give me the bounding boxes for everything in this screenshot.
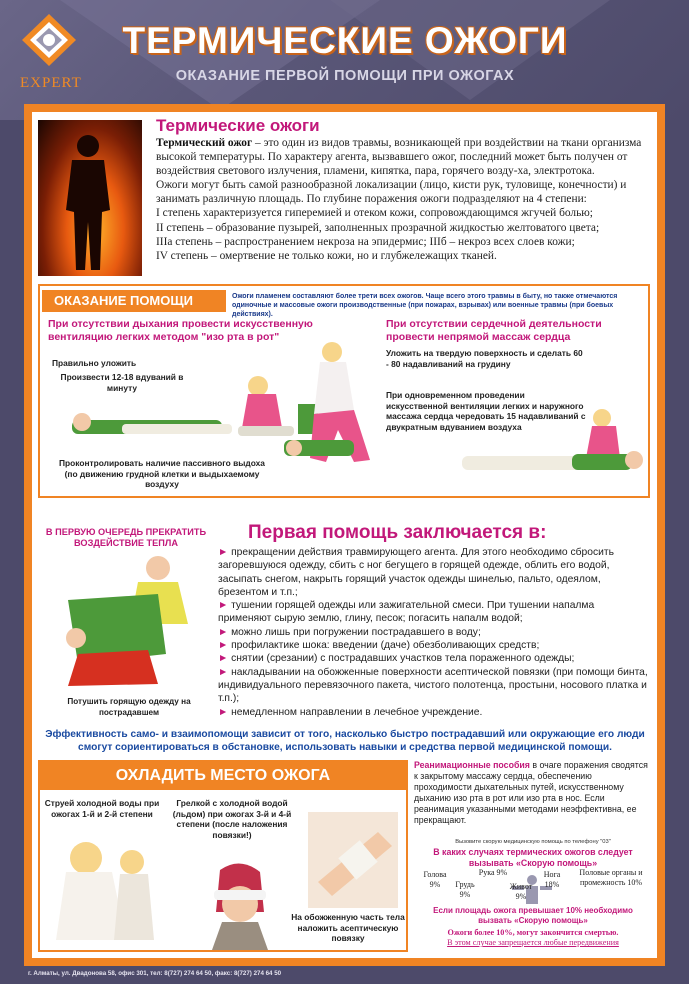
body-head-label: Голова 9% (423, 870, 447, 889)
first-aid-list (218, 546, 650, 719)
massage-step-2: При одновременном проведении искусственной вентиляции легких и наружного массажа сердца чередовать 15 надавливаний с двукратным вдуванием воздуха (386, 390, 586, 432)
stop-heat-label: В ПЕРВУЮ ОЧЕРЕДЬ ПРЕКРАТИТЬ ВОЗДЕЙСТВИЕ ТЕПЛА (45, 527, 207, 548)
burning-person-image (38, 120, 142, 276)
page-title: ТЕРМИЧЕСКИЕ ОЖОГИ (122, 20, 568, 61)
page-subtitle: ОКАЗАНИЕ ПЕРВОЙ ПОМОЩИ ПРИ ОЖОГАХ (175, 68, 515, 84)
help-tag: ОКАЗАНИЕ ПОМОЩИ (42, 290, 226, 312)
area-warning: Если площадь ожога превышает 10% необходимо вызвать «Скорую помощь» (433, 906, 633, 925)
ventilation-step-2: Произвести 12-18 вдуваний в минуту (60, 372, 184, 393)
chest-compression-illustration (452, 408, 652, 480)
person-silhouette-icon (58, 130, 118, 270)
body-belly-label: Живот 9% (509, 882, 533, 901)
first-aid-item: ► накладывании на обожженные поверхности асептической повязки (при помощи бинта, индивидуального перевязочного пакета, чистого полотенца, простыни, носового платка и т.п.); (218, 666, 648, 705)
footer-address: г. Алматы, ул. Двадонова 58, офис 301, тел: 8(727) 274 64 50, факс: 8(727) 274 64 50 (28, 970, 282, 977)
bandage-text: На обожженную часть тела наложить асептическую повязку (291, 912, 405, 943)
body-chest-label: Грудь 9% (455, 880, 475, 899)
body-leg-label: Нога 18% (543, 870, 561, 889)
cool-water-text: Струей холодной воды при ожогах 1-й и 2-й степени (44, 798, 160, 819)
poster-content (32, 112, 657, 958)
burns-definition: – это один из видов травмы, возникающей при воздействии на ткани организма высокой температуры. По характеру агента, вызвавшего ожог, последний может быть получен от воздействия светового излучения, пламени, кипятка, пара, горячего возду-ха, электротока. (156, 137, 642, 178)
first-aid-title: Первая помощь заключается в: (248, 522, 547, 543)
burns-localization: Ожоги могут быть самой разнообразной локализации (лицо, кисти рук, туловище, конечности) и занимать различную площадь. По глубине поражения ожоги подразделяют на 4 степени: (156, 179, 627, 206)
burns-degree-2: II степень – образование пузырей, заполненных прозрачной жидкостью желтоватого цвета; (156, 221, 600, 234)
first-aid-item: ► тушении горящей одежды или зажигательной смеси. При тушении напалма применяют сырую землю, глину, песок; погасить напалм водой; (218, 600, 595, 625)
ventilation-step-3: Проконтролировать наличие пассивного выдоха (по движению грудной клетки и выдыхаемому воздуху (59, 458, 265, 489)
burns-degree-1: I степень характеризуется гиперемией и отеком кожи, сопровождающимся жгучей болью; (156, 207, 593, 220)
resuscitation-text (414, 760, 652, 827)
final-warning-2: В этом случае запрещается любые передвижения (447, 938, 619, 948)
cpr-illustration (284, 340, 404, 476)
resuscitation-body: в очаге поражения сводятся к закрытому массажу сердца, обеспечению проходимости дыхательных путей, искусственному дыханию изо рта в рот или изо рта в нос. Если реанимация указанными методами неэффективна, ее прекращают. (414, 760, 648, 826)
extinguish-caption: Потушить горящую одежду на пострадавшем (67, 697, 191, 717)
first-aid-item: ► немедленном направлении в лечебное учреждение. (218, 706, 483, 718)
ventilation-title: При отсутствии дыхания провести искусственную вентиляцию легких методом "изо рта в рот" (48, 318, 313, 343)
final-warning-1: Ожоги более 10%, могут закончится смертью. (447, 928, 619, 937)
ice-pack-illustration (200, 860, 280, 950)
final-warning (420, 928, 646, 948)
massage-title: При отсутствии сердечной деятельности провести непрямой массаж сердца (386, 318, 602, 343)
burns-section-text (156, 136, 652, 263)
burns-section-title: Термические ожоги (156, 116, 320, 135)
burns-degree-4: IV степень – омертвение не только кожи, но и глубжележащих тканей. (156, 249, 497, 262)
ventilation-step-1: Правильно уложить (52, 358, 137, 368)
first-aid-item: ► можно лишь при погружении пострадавшего в воду; (218, 626, 481, 638)
first-aid-item: ► профилактике шока: введении (даче) обезболивающих средств; (218, 640, 540, 652)
body-arm-label: Рука 9% (478, 868, 508, 877)
bandage-illustration (308, 812, 398, 908)
first-aid-item: ► прекращении действия травмирующего агента. Для этого необходимо сбросить загоревшуюся одежду, сбить с ног бегущего в горящей одежде, облить его водой, засыпать снегом, накрыть горящий участок одежды шинелью, пальто, одеялом, брезентом и т.п.; (218, 547, 614, 598)
first-aid-item: ► снятии (срезании) с пострадавших участков тела пораженного одежды; (218, 653, 575, 665)
body-genitals-label: Половые органы и промежность 10% (579, 868, 643, 887)
logo-text: EXPERT (20, 75, 82, 91)
cold-water-illustration (42, 832, 162, 944)
help-note: Ожоги пламенем составляют более трети всех ожогов. Чаще всего этого травмы в быту, но также отмечаются одиночные и массовые ожоги производственные (при пожарах, взрывах) или военные травмы (при боевых действиях). (232, 293, 618, 318)
burns-term: Термический ожог (156, 137, 253, 149)
massage-step-1: Уложить на твердую поверхность и сделать 60 - 80 надавливаний на грудину (386, 348, 583, 369)
efficiency-note: Эффективность само- и взаимопомощи зависит от того, насколько быстро пострадавший или окружающие его люди смогут сориентироваться в обстановке, использовать навыки и средства первой медицинской помощи. (45, 729, 645, 753)
extinguish-illustration (38, 554, 218, 694)
burns-degree-3: IIIa степень – распространением некроза на эпидермис; IIIб – некроз всех слоев кожи; (156, 235, 575, 248)
ventilation-illustration (62, 364, 322, 454)
cool-ice-text: Грелкой с холодной водой (льдом) при ожогах 3-й и 4-й степени (после наложения повязки!) (172, 798, 292, 840)
resuscitation-lead: Реанимационные пособия (414, 760, 530, 770)
call-ambulance-title: В каких случаях термических ожогов следует вызывать «Скорую помощь» (433, 847, 633, 868)
cool-tag: ОХЛАДИТЬ МЕСТО ОЖОГА (40, 762, 406, 790)
call-ambulance-note: Вызовите скорую медицинскую помощь по телефону "03" (455, 839, 611, 845)
